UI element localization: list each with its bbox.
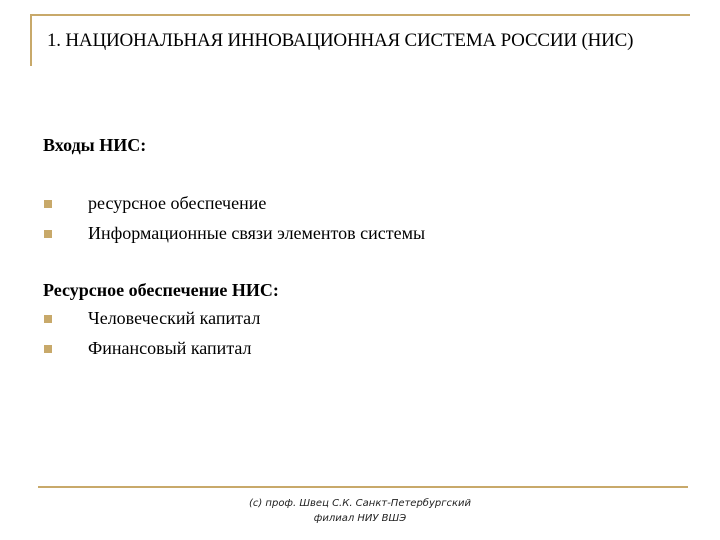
slide-title: 1. НАЦИОНАЛЬНАЯ ИННОВАЦИОННАЯ СИСТЕМА РОССИИ (НИС)	[47, 30, 634, 51]
list-item: Информационные связи элементов системы	[88, 223, 426, 243]
list-item: ресурсное обеспечение	[88, 193, 267, 213]
footer-divider	[38, 486, 688, 488]
list-item: Финансовый капитал	[88, 338, 252, 358]
bullet-square-icon	[44, 230, 52, 238]
footer-line-2: филиал НИУ ВШЭ	[313, 513, 407, 524]
bullet-square-icon	[44, 200, 52, 208]
footer-credit	[240, 496, 480, 526]
resources-heading: Ресурсное обеспечение НИС:	[43, 280, 279, 300]
bullet-square-icon	[44, 345, 52, 353]
bullet-square-icon	[44, 315, 52, 323]
list-item: Человеческий капитал	[88, 308, 261, 328]
inputs-heading: Входы НИС:	[43, 135, 147, 155]
footer-line-1: (c) проф. Швец С.К. Санкт-Петербургский	[248, 498, 472, 509]
